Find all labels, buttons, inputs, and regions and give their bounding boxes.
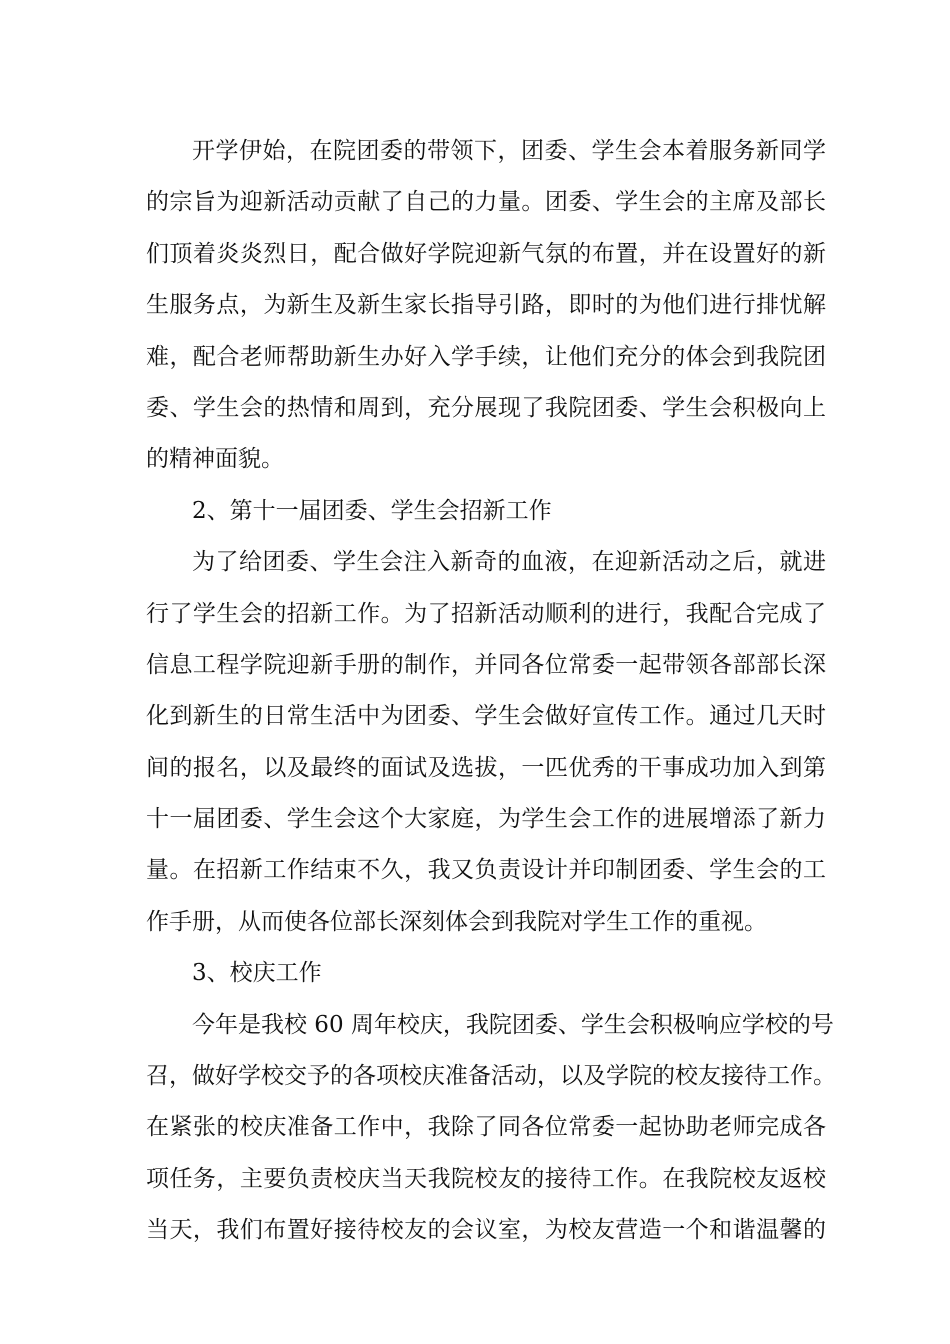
paragraph-1-line-5: 难，配合老师帮助新生办好入学手续，让他们充分的体会到我院团 (146, 343, 826, 370)
paragraph-3-line-1: 今年是我校 60 周年校庆，我院团委、学生会积极响应学校的号 (192, 1011, 834, 1038)
paragraph-1-line-1: 开学伊始，在院团委的带领下，团委、学生会本着服务新同学 (192, 138, 826, 164)
paragraph-3-line-2: 召，做好学校交予的各项校庆准备活动，以及学院的校友接待工作。 (146, 1063, 836, 1090)
paragraph-1-line-7: 的精神面貌。 (146, 446, 284, 473)
paragraph-2-line-3: 信息工程学院迎新手册的制作，并同各位常委一起带领各部部长深 (146, 651, 826, 678)
paragraph-2-line-6: 十一届团委、学生会这个大家庭，为学生会工作的进展增添了新力 (146, 806, 826, 833)
section-heading-3: 3、校庆工作 (192, 960, 322, 987)
paragraph-2-line-7: 量。在招新工作结束不久，我又负责设计并印制团委、学生会的工 (146, 857, 826, 884)
paragraph-1-line-2: 的宗旨为迎新活动贡献了自己的力量。团委、学生会的主席及部长 (146, 189, 826, 216)
paragraph-1-line-3: 们顶着炎炎烈日，配合做好学院迎新气氛的布置，并在设置好的新 (146, 240, 826, 267)
paragraph-2-line-4: 化到新生的日常生活中为团委、学生会做好宣传工作。通过几天时 (146, 703, 826, 730)
paragraph-2-line-2: 行了学生会的招新工作。为了招新活动顺利的进行，我配合完成了 (146, 600, 826, 627)
paragraph-2-line-1: 为了给团委、学生会注入新奇的血液，在迎新活动之后，就进 (192, 549, 826, 576)
document-body (146, 126, 836, 1257)
paragraph-2-line-8: 作手册，从而使各位部长深刻体会到我院对学生工作的重视。 (146, 908, 767, 935)
paragraph-3-line-3: 在紧张的校庆准备工作中，我除了同各位常委一起协助老师完成各 (146, 1114, 826, 1141)
paragraph-2-line-5: 间的报名，以及最终的面试及选拔，一匹优秀的干事成功加入到第 (146, 754, 826, 781)
paragraph-1-line-4: 生服务点，为新生及新生家长指导引路，即时的为他们进行排忧解 (146, 292, 826, 319)
paragraph-3-line-5: 当天，我们布置好接待校友的会议室，为校友营造一个和谐温馨的 (146, 1217, 826, 1244)
paragraph-1-line-6: 委、学生会的热情和周到，充分展现了我院团委、学生会积极向上 (146, 394, 826, 421)
section-heading-2: 2、第十一届团委、学生会招新工作 (192, 497, 552, 524)
paragraph-3-line-4: 项任务，主要负责校庆当天我院校友的接待工作。在我院校友返校 (146, 1165, 826, 1192)
